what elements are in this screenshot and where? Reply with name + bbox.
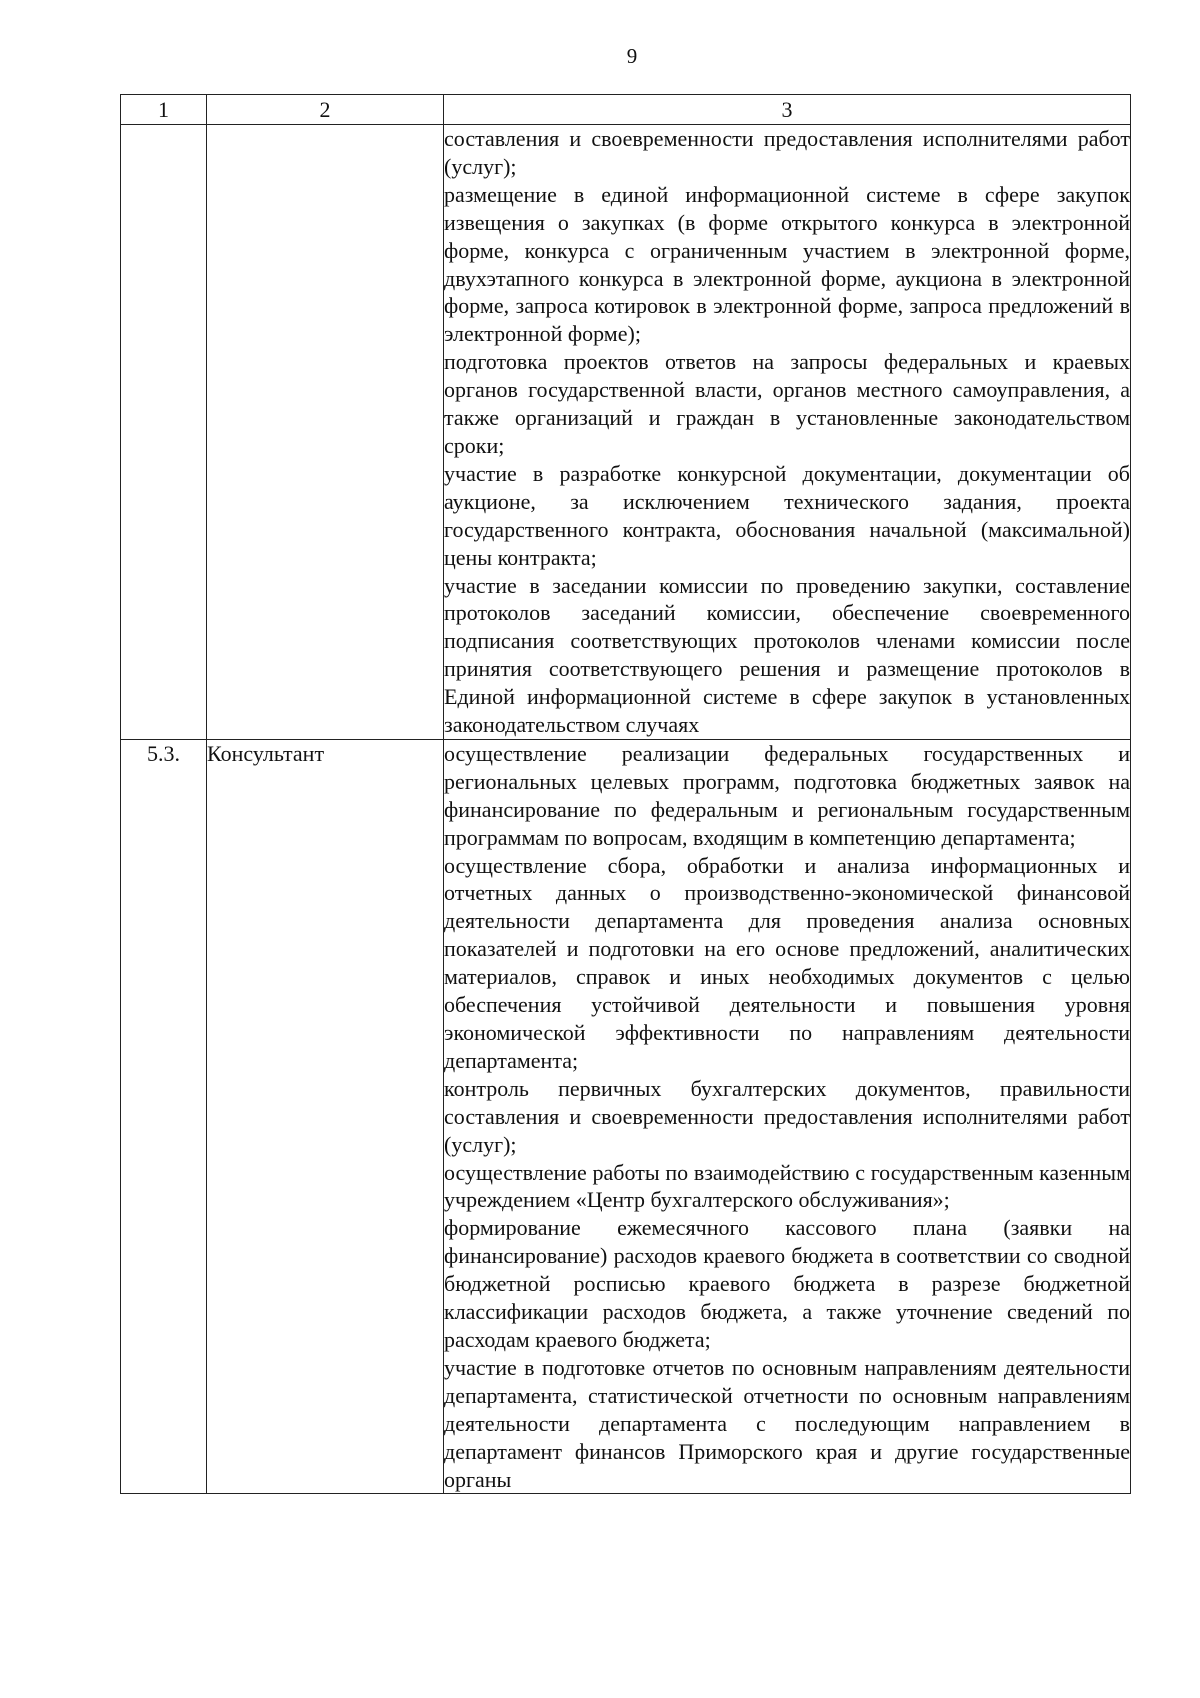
column-header-3: 3 (444, 95, 1131, 125)
table-row (121, 739, 1131, 1493)
duty-paragraph: участие в заседании комиссии по проведению закупки, составление протоколов заседаний комиссии, обеспечение своевременного подписания соответствующих протоколов членами комиссии после принятия соответствующего решения и размещение протоколов в Единой информационной системе в сфере закупок в установленных законодательством случаях (444, 572, 1130, 738)
column-header-2: 2 (207, 95, 444, 125)
duty-paragraph: подготовка проектов ответов на запросы федеральных и краевых органов государственной власти, органов местного самоуправления, а также организаций и граждан в установленные законодательством сроки; (444, 349, 1130, 458)
duties-table (120, 94, 1131, 1494)
table-header-row (121, 95, 1131, 125)
duty-paragraph: осуществление сбора, обработки и анализа информационных и отчетных данных о производственно-экономической финансовой деятельности департамента для проведения анализа основных показателей и подготовки на его основе предложений, аналитических материалов, справок и иных необходимых документов с целью обеспечения устойчивой деятельности и повышения уровня экономической эффективности по направлениям деятельности департамента; (444, 852, 1130, 1073)
row-number (121, 125, 207, 740)
duty-paragraph: участие в разработке конкурсной документации, документации об аукционе, за исключением технического задания, проекта государственного контракта, обоснования начальной (максимальной) цены контракта; (444, 460, 1130, 570)
page-number: 9 (626, 44, 638, 68)
row-duties (444, 125, 1131, 740)
duty-paragraph: осуществление реализации федеральных государственных и региональных целевых программ, подготовка бюджетных заявок на финансирование по федеральным и региональным государственным программам по вопросам, входящим в компетенцию департамента; (444, 740, 1130, 850)
row-position: Консультант (207, 739, 444, 1493)
duty-paragraph: контроль первичных бухгалтерских документов, правильности составления и своевременности предоставления исполнителями работ (услуг); (444, 1075, 1130, 1157)
duty-paragraph: осуществление работы по взаимодействию с государственным казенным учреждением «Центр бухгалтерского обслуживания»; (444, 1159, 1130, 1213)
duty-paragraph: размещение в единой информационной системе в сфере закупок извещения о закупках (в форме открытого конкурса в электронной форме, конкурса с ограниченным участием в электронной форме, двухэтапного конкурса в электронной форме, аукциона в электронной форме, запроса котировок в электронной форме, запроса предложений в электронной форме); (444, 181, 1130, 347)
duty-paragraph: составления и своевременности предоставления исполнителями работ (услуг); (444, 126, 1130, 179)
duty-paragraph: формирование ежемесячного кассового плана (заявки на финансирование) расходов краевого бюджета в соответствии со сводной бюджетной росписью краевого бюджета в разрезе бюджетной классификации расходов бюджета, а также уточнение сведений по расходам краевого бюджета; (444, 1215, 1130, 1352)
duty-paragraph: участие в подготовке отчетов по основным направлениям деятельности департамента, статистической отчетности по основным направлениям деятельности департамента с последующим направлением в департамент финансов Приморского края и другие государственные органы (444, 1354, 1130, 1492)
row-number: 5.3. (121, 739, 207, 1493)
row-duties (444, 739, 1131, 1493)
row-position (207, 125, 444, 740)
column-header-1: 1 (121, 95, 207, 125)
table-row (121, 125, 1131, 740)
